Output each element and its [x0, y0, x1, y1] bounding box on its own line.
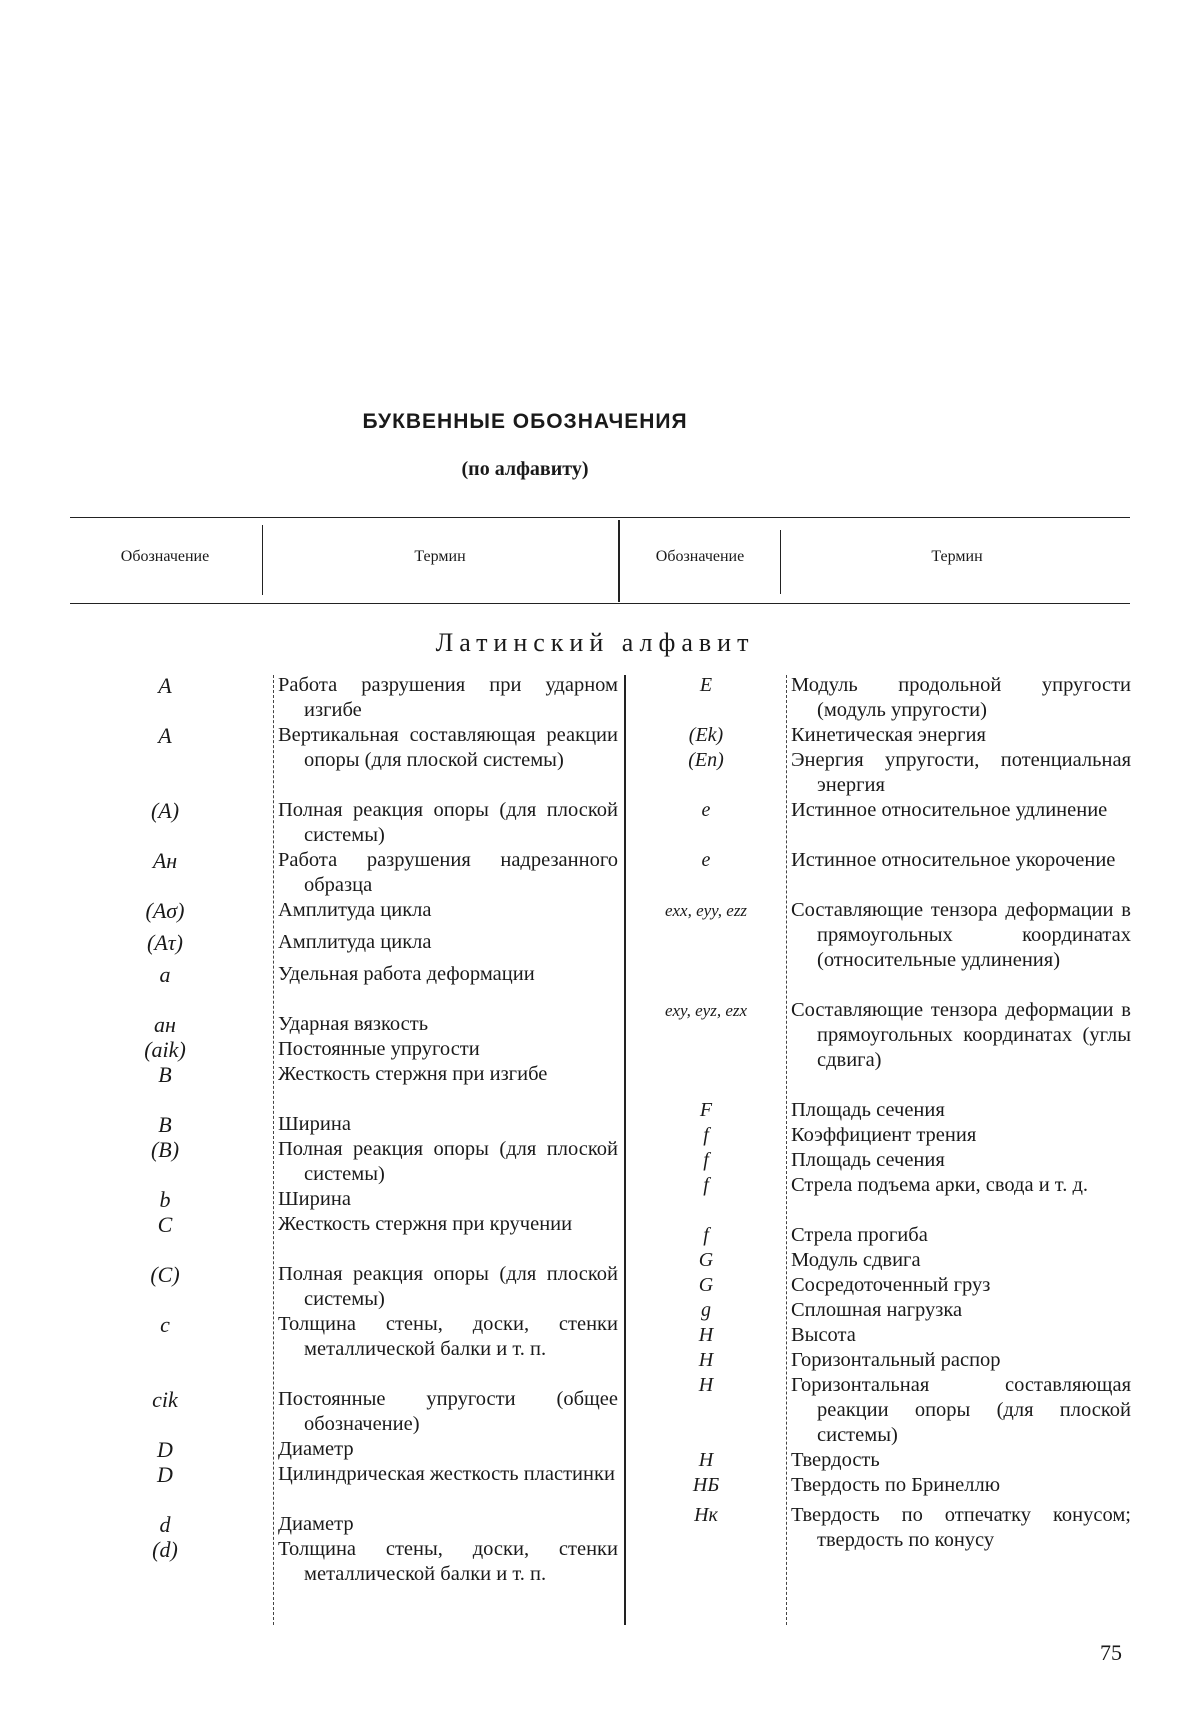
term: Жесткость стержня при кручении — [278, 1213, 573, 1235]
term: Модуль продольной упругости (модуль упругости) — [791, 674, 1131, 721]
section-title: Латинский алфавит — [435, 628, 755, 657]
symbol: B — [158, 1062, 172, 1087]
symbol: f — [703, 1224, 709, 1246]
symbol: (B) — [150, 1137, 180, 1162]
term: Истинное относительное удлинение — [791, 799, 1108, 821]
symbol: b — [159, 1187, 171, 1212]
header-divider-3 — [780, 530, 781, 594]
term: Амплитуда цикла — [278, 899, 432, 921]
page-number: 75 — [1100, 1640, 1122, 1665]
symbol: exx, eyy, ezz — [664, 901, 748, 920]
header-term-2: Термин — [931, 548, 983, 565]
left-terms — [278, 673, 618, 1612]
term: Сосредоточенный груз — [791, 1274, 991, 1296]
term: Кинетическая энергия — [791, 724, 986, 746]
term: Полная реакция опоры (для плоской системы) — [278, 1138, 618, 1185]
term: Энергия упругости, потенциальная энергия — [791, 749, 1131, 796]
term: Составляющие тензора деформации в прямоугольных координатах (углы сдвига) — [791, 999, 1131, 1071]
term: Стрела подъема арки, свода и т. д. — [791, 1174, 1089, 1196]
symbol: E — [699, 674, 713, 696]
body-divider-right — [786, 675, 787, 1625]
table-top-rule — [70, 517, 1130, 518]
term: Площадь сечения — [791, 1099, 945, 1121]
header-divider-2 — [618, 520, 620, 602]
right-symbols — [628, 673, 784, 1578]
symbol: H — [698, 1324, 714, 1346]
symbol: d — [159, 1512, 171, 1537]
symbol: H — [698, 1349, 714, 1371]
term: Постоянные упругости (общее обозначение) — [278, 1388, 618, 1435]
term: Вертикальная составляющая реакции опоры (для плоской системы) — [278, 724, 618, 771]
symbol: cik — [152, 1387, 178, 1412]
symbol: F — [699, 1099, 713, 1121]
term: Истинное относительное укорочение — [791, 849, 1116, 871]
symbol: G — [698, 1249, 714, 1271]
term: Работа разрушения при ударном изгибе — [278, 674, 618, 721]
symbol: f — [703, 1149, 709, 1171]
term: Ширина — [278, 1188, 351, 1210]
page-subtitle: (по алфавиту) — [461, 458, 589, 480]
symbol: A — [158, 723, 172, 748]
term: Сплошная нагрузка — [791, 1299, 963, 1321]
symbol: e — [701, 849, 711, 871]
term: Постоянные упругости — [278, 1038, 480, 1060]
symbol: (Aσ) — [145, 898, 185, 923]
term: Жесткость стержня при изгибе — [278, 1063, 548, 1085]
header-symbol: Обозначение — [120, 548, 210, 565]
symbol: G — [698, 1274, 714, 1296]
term: Модуль сдвига — [791, 1249, 921, 1271]
symbol: Hк — [694, 1504, 718, 1526]
symbol: HБ — [692, 1474, 720, 1496]
term: Амплитуда цикла — [278, 931, 432, 953]
symbol: (d) — [152, 1537, 178, 1562]
term: Горизонтальная составляющая реакции опоры (для плоской системы) — [791, 1374, 1131, 1446]
term: Полная реакция опоры (для плоской системы) — [278, 799, 618, 846]
symbol: (Aτ) — [147, 930, 183, 955]
symbol: D — [157, 1437, 173, 1462]
symbol: c — [160, 1312, 170, 1337]
right-terms — [791, 673, 1131, 1578]
term: Удельная работа деформации — [278, 963, 535, 985]
left-symbols — [100, 673, 230, 1612]
symbol: a — [159, 962, 171, 987]
term: Диаметр — [278, 1438, 354, 1460]
page-title: БУКВЕННЫЕ ОБОЗНАЧЕНИЯ — [362, 410, 688, 433]
term: Толщина стены, доски, стенки металлической балки и т. п. — [278, 1538, 618, 1585]
symbol: exy, eyz, ezx — [664, 1001, 748, 1020]
term: Составляющие тензора деформации в прямоугольных координатах (относительные удлинения) — [791, 899, 1131, 971]
symbol: (aik) — [144, 1037, 186, 1062]
term: Твердость — [791, 1449, 880, 1471]
term: Толщина стены, доски, стенки металлической балки и т. п. — [278, 1313, 618, 1360]
symbol: (Ek) — [688, 724, 724, 746]
term: Высота — [791, 1324, 856, 1346]
symbol: g — [701, 1299, 711, 1321]
term: Работа разрушения надрезанного образца — [278, 849, 618, 896]
symbol: H — [698, 1449, 714, 1471]
symbol: D — [157, 1462, 173, 1487]
term: Коэффициент трения — [791, 1124, 977, 1146]
term: Площадь сечения — [791, 1149, 945, 1171]
symbol: Aн — [152, 848, 178, 873]
symbol: f — [703, 1124, 709, 1146]
header-divider-1 — [262, 525, 263, 595]
symbol: C — [157, 1212, 173, 1237]
term: Полная реакция опоры (для плоской системы) — [278, 1263, 618, 1310]
body-divider-left — [273, 675, 274, 1625]
symbol: B — [158, 1112, 172, 1137]
term: Стрела прогиба — [791, 1224, 928, 1246]
table-header-rule — [70, 603, 1130, 604]
symbol: f — [703, 1174, 709, 1196]
term: Горизонтальный распор — [791, 1349, 1001, 1371]
symbol: e — [701, 799, 711, 821]
term: Диаметр — [278, 1513, 354, 1535]
symbol: aн — [154, 1012, 176, 1037]
symbol: (A) — [150, 798, 180, 823]
symbol: H — [698, 1374, 714, 1396]
term: Твердость по Бринеллю — [791, 1474, 1001, 1496]
symbol: A — [158, 673, 172, 698]
header-term: Термин — [414, 548, 466, 565]
term: Ширина — [278, 1113, 351, 1135]
term: Цилиндрическая жесткость пластинки — [278, 1463, 615, 1485]
term: Твердость по отпечатку конусом; твердость по конусу — [791, 1504, 1131, 1551]
term: Ударная вязкость — [278, 1013, 429, 1035]
header-symbol-2: Обозначение — [655, 548, 745, 565]
body-divider-center — [624, 675, 626, 1625]
symbol: (C) — [150, 1262, 180, 1287]
symbol: (En) — [688, 749, 724, 771]
